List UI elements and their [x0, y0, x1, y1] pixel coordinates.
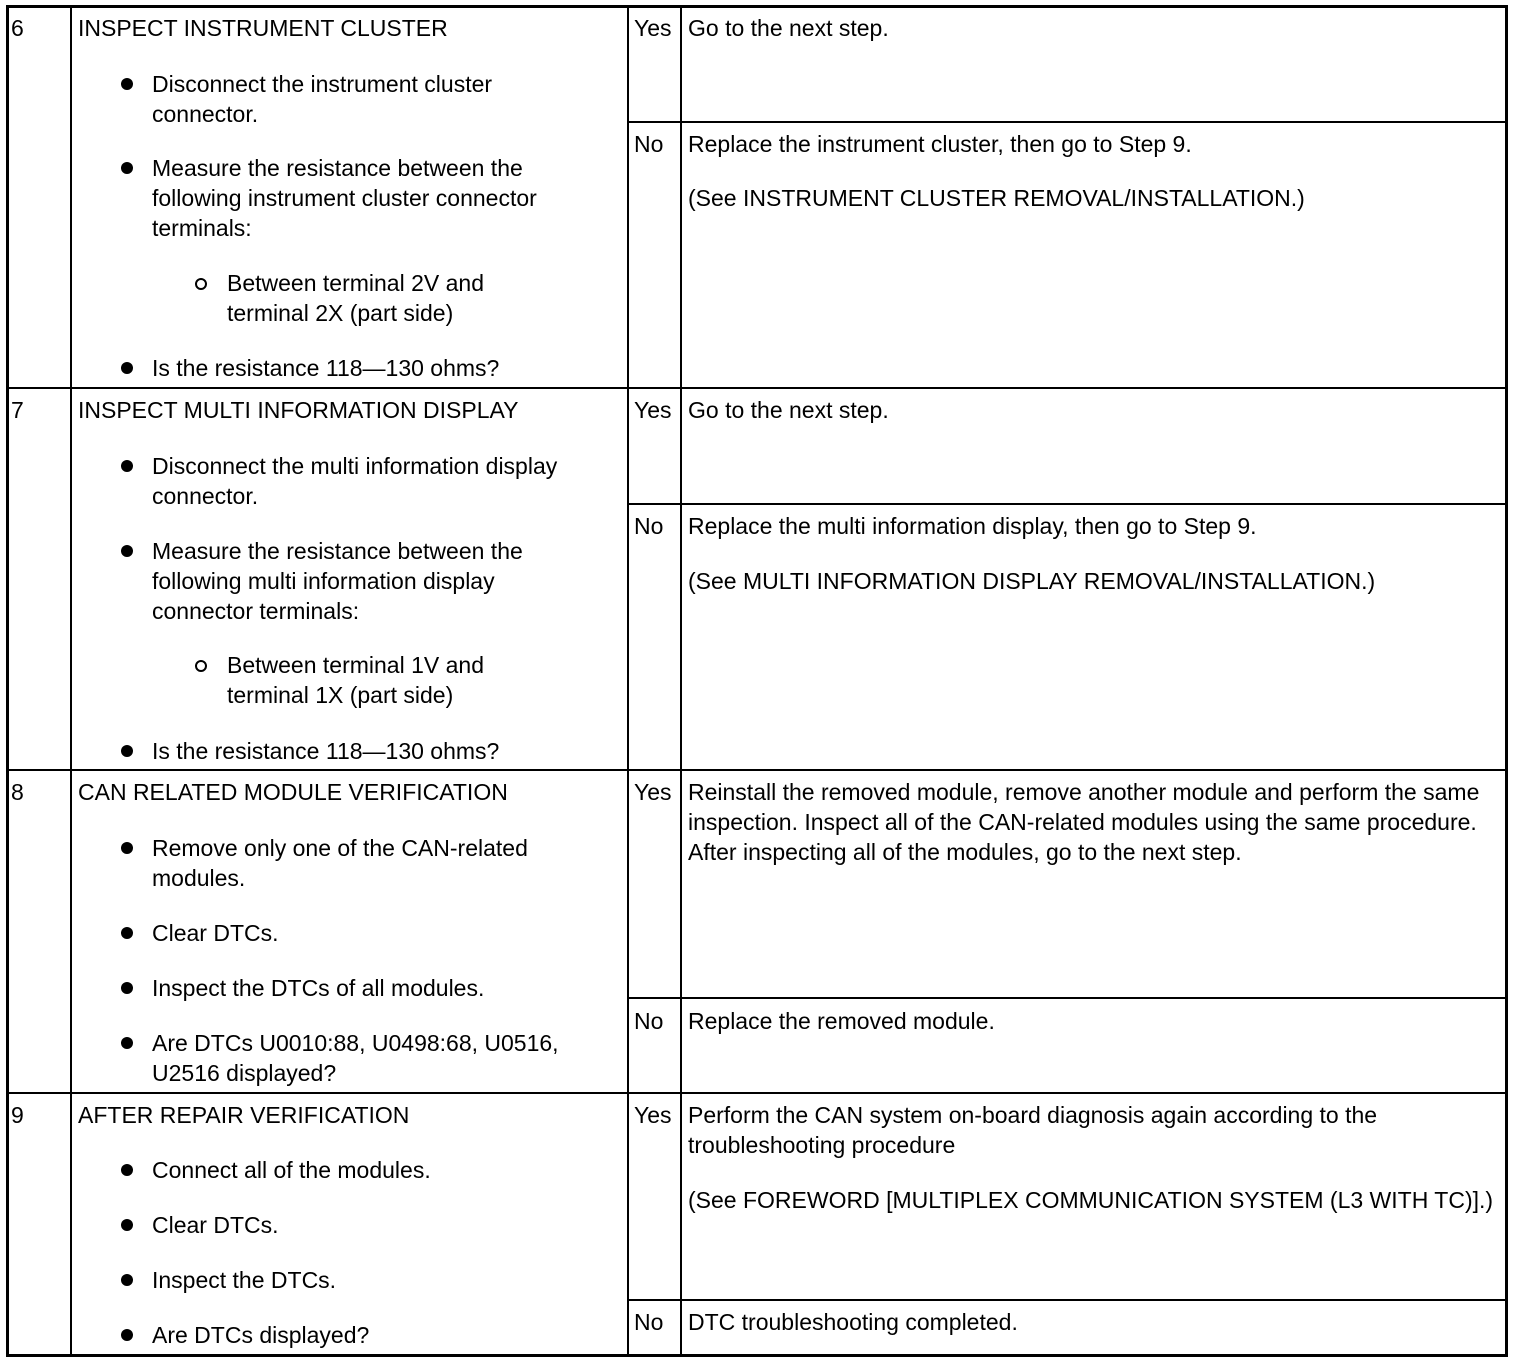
bullet-icon	[121, 362, 133, 374]
step-bullet: Inspect the DTCs.	[152, 1267, 337, 1293]
no-action-reference: (See INSTRUMENT CLUSTER REMOVAL/INSTALLATION.)	[688, 185, 1305, 211]
step-bullet: Measure the resistance between the following multi information display connector terminals:	[152, 538, 523, 624]
no-action: Replace the removed module.	[688, 1008, 995, 1034]
step-number: 8	[11, 779, 24, 805]
column-divider	[680, 6, 682, 1356]
bullet-icon	[121, 1274, 133, 1286]
bullet-icon	[121, 1037, 133, 1049]
bullet-icon	[121, 842, 133, 854]
step-bullet: Is the resistance 118—130 ohms?	[152, 355, 500, 381]
column-divider	[627, 6, 629, 1356]
answer-divider	[627, 503, 1508, 505]
bullet-icon	[121, 1219, 133, 1231]
bullet-icon	[121, 1164, 133, 1176]
step-bullet: Are DTCs U0010:88, U0498:68, U0516, U2516 displayed?	[152, 1030, 559, 1086]
yes-label: Yes	[634, 1102, 672, 1128]
step-sub-bullet: Between terminal 2V and terminal 2X (part side)	[227, 270, 484, 326]
yes-action: Go to the next step.	[688, 397, 889, 423]
no-label: No	[634, 131, 664, 157]
step-sub-bullet: Between terminal 1V and terminal 1X (part side)	[227, 652, 484, 708]
bullet-icon	[121, 927, 133, 939]
step-number: 6	[11, 15, 24, 41]
step-bullet: Are DTCs displayed?	[152, 1322, 370, 1348]
bullet-icon	[121, 162, 133, 174]
sub-bullet-icon	[195, 278, 207, 290]
no-action: Replace the multi information display, then go to Step 9.	[688, 513, 1257, 539]
step-bullet: Measure the resistance between the following instrument cluster connector terminals:	[152, 155, 537, 241]
yes-action: Go to the next step.	[688, 15, 889, 41]
step-bullet: Disconnect the multi information display connector.	[152, 453, 558, 509]
no-action: DTC troubleshooting completed.	[688, 1309, 1018, 1335]
step-title: INSPECT MULTI INFORMATION DISPLAY	[78, 397, 519, 423]
yes-action-reference: (See FOREWORD [MULTIPLEX COMMUNICATION SYSTEM (L3 WITH TC)].)	[688, 1187, 1494, 1213]
bullet-icon	[121, 745, 133, 757]
bullet-icon	[121, 460, 133, 472]
step-title: AFTER REPAIR VERIFICATION	[78, 1102, 410, 1128]
step-bullet: Disconnect the instrument cluster connector.	[152, 71, 493, 127]
sub-bullet-icon	[195, 660, 207, 672]
step-bullet: Connect all of the modules.	[152, 1157, 431, 1183]
step-number: 9	[11, 1102, 24, 1128]
bullet-icon	[121, 78, 133, 90]
step-bullet: Inspect the DTCs of all modules.	[152, 975, 485, 1001]
column-divider	[70, 6, 72, 1356]
bullet-icon	[121, 1329, 133, 1341]
yes-label: Yes	[634, 779, 672, 805]
step-title: CAN RELATED MODULE VERIFICATION	[78, 779, 508, 805]
yes-action: Perform the CAN system on-board diagnosis again according to the troubleshooting procedure	[688, 1102, 1378, 1158]
step-number: 7	[11, 397, 24, 423]
no-action: Replace the instrument cluster, then go to Step 9.	[688, 131, 1192, 157]
step-bullet: Clear DTCs.	[152, 920, 279, 946]
row-divider	[6, 387, 1508, 389]
yes-label: Yes	[634, 397, 672, 423]
answer-divider	[627, 1299, 1508, 1301]
answer-divider	[627, 121, 1508, 123]
answer-divider	[627, 997, 1508, 999]
step-bullet: Clear DTCs.	[152, 1212, 279, 1238]
step-bullet: Is the resistance 118—130 ohms?	[152, 738, 500, 764]
no-label: No	[634, 1008, 664, 1034]
no-label: No	[634, 1309, 664, 1335]
row-divider	[6, 1092, 1508, 1094]
step-title: INSPECT INSTRUMENT CLUSTER	[78, 15, 448, 41]
yes-label: Yes	[634, 15, 672, 41]
no-label: No	[634, 513, 664, 539]
bullet-icon	[121, 545, 133, 557]
step-bullet: Remove only one of the CAN-related modules.	[152, 835, 528, 891]
no-action-reference: (See MULTI INFORMATION DISPLAY REMOVAL/INSTALLATION.)	[688, 568, 1376, 594]
row-divider	[6, 769, 1508, 771]
yes-action: Reinstall the removed module, remove another module and perform the same inspection. Inspect all of the CAN-related modules using the same procedure. After inspecting all of the modules, go to the next step.	[688, 779, 1480, 865]
bullet-icon	[121, 982, 133, 994]
